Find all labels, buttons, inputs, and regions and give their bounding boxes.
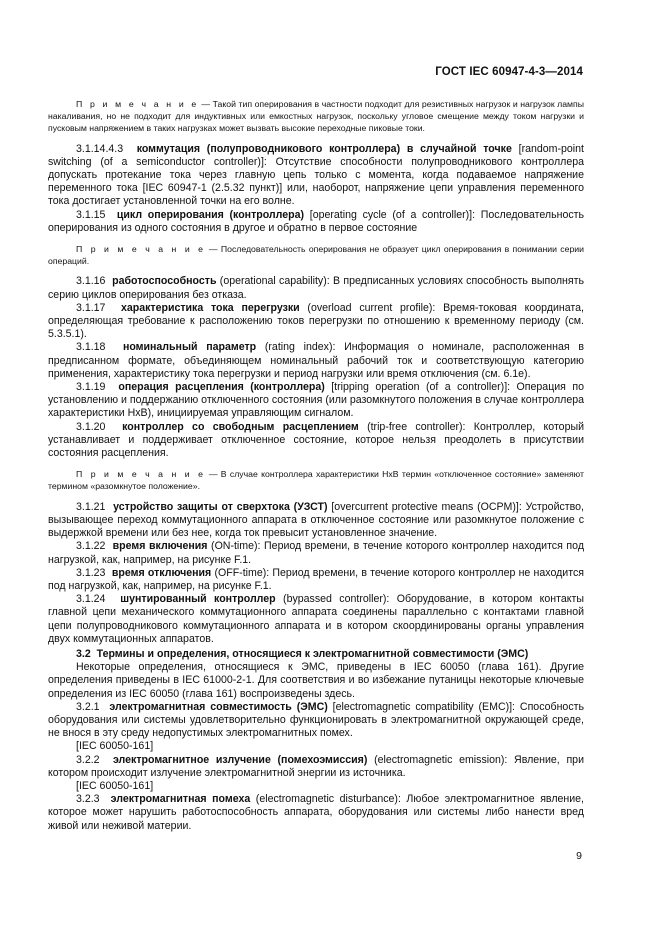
definition-term: контроллер со свободным расцеплением	[122, 420, 359, 433]
definition-3-2-2	[48, 754, 584, 780]
note-label: П р и м е ч а н и е	[76, 244, 206, 255]
document-body	[48, 98, 584, 833]
definition-number: 3.2.2	[76, 753, 100, 766]
definition-3-1-17	[48, 302, 584, 342]
definition-number: 3.1.17	[76, 301, 106, 314]
definition-3-1-20	[48, 421, 584, 461]
definition-term: коммутация (полупроводникового контроллера) в случайной точке	[136, 142, 512, 155]
definition-3-1-24	[48, 593, 584, 646]
definition-text: [overcurrent protective means (OCPM)]: Устройство, вызывающее переход коммутационного аппарата в отключенное состояние или разомкнутое положение с выдержкой времени или без нее, когда ток превысит установленное значение.	[48, 500, 584, 540]
section-heading	[48, 648, 584, 661]
definition-text: (OFF-time): Период времени, в течение которого контроллер не находится под нагрузкой, как, например, на рисунке F.1.	[48, 566, 584, 592]
definition-term: работоспособность	[112, 275, 217, 288]
note-3	[48, 468, 584, 492]
definition-number: 3.1.18	[76, 341, 106, 354]
definition-3-1-15	[48, 209, 584, 235]
definition-text: [tripping operation (of a controller)]: Операция по установлению и поддержанию отключенного состояния (или разомкнутого положения в случае контроллера характеристики НхВ), инициируемая управляющим сигналом.	[48, 381, 584, 420]
note-label: П р и м е ч а н и е	[76, 99, 199, 109]
definition-number: 3.1.14.4.3	[76, 142, 124, 155]
definition-number: 3.1.24	[76, 593, 106, 606]
definition-text: (trip-free controller): Контроллер, который устанавливает и поддерживает отключенное состояние, которое нельзя преодолеть в присутствии состояния расцепления.	[48, 420, 584, 460]
definition-3-1-16	[48, 275, 584, 301]
section-number: 3.2	[76, 647, 91, 660]
definition-text: (ON-time): Период времени, в течение которого контроллер находится под нагрузкой, как, например, на рисунке F.1.	[48, 540, 584, 566]
note-1	[48, 98, 584, 135]
definition-term: электромагнитная совместимость (ЭМС)	[109, 700, 328, 713]
section-title: Термины и определения, относящиеся к электромагнитной совместимости (ЭМС)	[96, 647, 529, 660]
definition-term: время включения	[112, 540, 208, 553]
note-label: П р и м е ч а н и е	[76, 469, 206, 480]
definition-term: операция расцепления (контроллера)	[118, 381, 325, 394]
definition-3-1-23	[48, 567, 584, 593]
definition-text: [random-point switching (of a semiconductor controller)]: Отсутствие способности полупроводникового контроллера допускать протекание тока через главную цепь только с момента, когда подаваемое напряжение переменного тока [IEC 60947-1 (2.5.32 пункт)] или, наоборот, напряжение цепи управления переменного тока достигает установленной точки на его волне.	[48, 142, 584, 208]
note-text: — В случае контроллера характеристики НхВ термин «отключенное состояние» заменяют термином «разомкнутое положение».	[48, 469, 584, 492]
definition-3-1-21	[48, 501, 584, 541]
definition-text: (electromagnetic disturbance): Любое электромагнитное явление, которое может нарушить работоспособность аппарата, оборудования или системы либо нанести вред живой или неживой материи.	[48, 793, 584, 832]
definition-number: 3.1.20	[76, 420, 106, 433]
definition-number: 3.1.19	[76, 381, 106, 394]
reference: [IEC 60050-161]	[76, 740, 154, 753]
definition-term: время отключения	[111, 566, 212, 579]
definition-number: 3.1.16	[76, 275, 106, 288]
definition-term: электромагнитное излучение (помехоэмиссия)	[112, 753, 368, 766]
reference: [IEC 60050-161]	[76, 779, 154, 792]
definition-3-1-19	[48, 381, 584, 421]
definition-number: 3.2.3	[76, 793, 100, 806]
page-number: 9	[576, 850, 582, 862]
definition-text: (operational capability): В предписанных условиях способность выполнять серию циклов оперирования без отказа.	[48, 275, 584, 301]
definition-term: устройство защиты от сверхтока (УЗСТ)	[113, 500, 328, 513]
definition-term: цикл оперирования (контроллера)	[116, 208, 305, 221]
definition-number: 3.2.1	[76, 700, 100, 713]
definition-text: [electromagnetic compatibility (EMC)]: Способность оборудования или системы удовлетворительно функционировать в электромагнитной окружающей среде, не внося в эту среду недопустимых электромагнитных помех.	[48, 700, 584, 740]
definition-3-2-1	[48, 701, 584, 741]
definition-number: 3.1.22	[76, 540, 106, 553]
page-header: ГОСТ IEC 60947-4-3—2014	[435, 66, 583, 78]
definition-text: (bypassed controller): Оборудование, в котором контакты главной цепи механического коммутационного аппарата соединены параллельно с контактами главной цепи полупроводникового коммутационного аппарата и в котором скоординированы органы управления двух коммутационных аппаратов.	[48, 593, 584, 645]
definition-number: 3.1.21	[76, 500, 106, 513]
definition-text: (overload current profile): Время-токовая координата, определяющая требование к расположению токов перегрузки по отношению к временному периоду (см. 5.3.5.1).	[48, 301, 584, 341]
note-text: — Такой тип оперирования в частности подходит для резистивных нагрузок и нагрузок лампы накаливания, но не подходит для индуктивных или емкостных нагрузок, поскольку угловое смещение между током нагрузки и пусковым напряжением в таких нагрузках может вызвать высокие переходные пиковые токи.	[48, 99, 584, 134]
definition-term: характеристика тока перегрузки	[120, 301, 300, 314]
definition-number: 3.1.23	[76, 566, 106, 579]
definition-text: (electromagnetic emission): Явление, при котором происходит излучение электромагнитной энергии из источника.	[48, 753, 584, 779]
definition-3-1-22	[48, 540, 584, 566]
definition-term: шунтированный контроллер	[120, 593, 276, 606]
definition-3-1-14-4-3	[48, 143, 584, 209]
definition-number: 3.1.15	[76, 208, 106, 221]
section-intro: Некоторые определения, относящиеся к ЭМС, приведены в IEC 60050 (глава 161). Другие определения приведены в IEC 61000-2-1. Для соответствия и во избежание путаницы некоторые ключевые определения из IEC 60050 (глава 161) воспроизведены здесь.	[48, 661, 584, 700]
definition-3-2-3	[48, 793, 584, 833]
definition-3-1-18	[48, 341, 584, 381]
note-text: — Последовательность оперирования не образует цикл оперирования в понимании серии операций.	[48, 244, 584, 267]
definition-term: электромагнитная помеха	[110, 793, 251, 806]
definition-text: [operating cycle (of a controller)]: Последовательность оперирования из одного состояния в другое и обратно в первое состояние	[48, 208, 585, 234]
definition-term: номинальный параметр	[122, 341, 257, 354]
note-2	[48, 243, 584, 267]
definition-text: (rating index): Информация о номинале, расположенная в предписанном формате, объединяющем номинальный рабочий ток и соответствующую категорию применения, характеристику тока перегрузки и период нагрузки или время отключения (см. 6.1е).	[48, 341, 584, 380]
